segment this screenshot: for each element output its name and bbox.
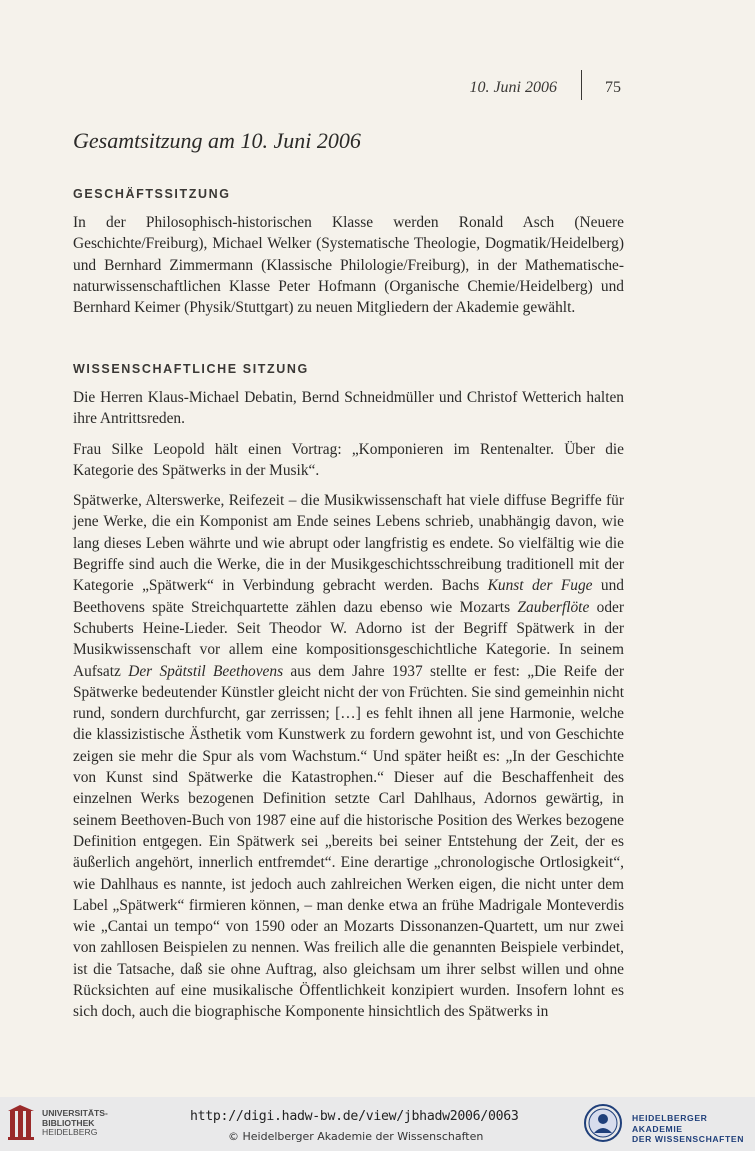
text-run: Spätwerke, Alterswerke, Reifezeit – die Musikwissenschaft hat viele diffuse Begriffe für jene Werke, die ein Komponist am Ende seines Lebens schrieb, unabhängig davon, wie lang dieses Leben währte und wie abrupt oder langfristig es endete. So vielfältig wie die Begriffe sind auch die Werke, die in der Musikgeschichtsschreibung traditionell mit der Kategorie „Spätwerk“ in Verbindung gebracht werden. Bachs xyxy=(73,492,624,595)
running-head-title: 10. Juni 2006 xyxy=(469,79,557,96)
academy-line: HEIDELBERGER AKADEMIE xyxy=(632,1113,708,1134)
text-run: oder Schuberts Heine-Lieder. Seit Theodor W. Adorno ist der Begriff Spätwerk in der Musikwissenschaft vor allem eine kompositionsgeschichtliche Kategorie. In seinem Aufsatz xyxy=(73,598,625,680)
paragraph: Die Herren Klaus-Michael Debatin, Bernd Schneidmüller und Christof Wetterich halten ihre Antrittsreden. xyxy=(73,389,624,428)
running-head xyxy=(0,78,755,100)
text-run: aus dem Jahre 1937 stellte er fest: „Die Reife der Spätwerke bedeutender Künstler gleicht nicht der von Früchten. Sie sind gemeinhin nicht rund, sondern durchfurcht, gar zerrissen; […] es fehlt ihnen all jene Harmonie, welche die klassizistische Ästhetik vom Kunstwerk zu fordern gewohnt ist, und von Geschichte zeigen sie mehr die Spur als vom Wachstum.“ Und später heißt es: „In der Geschichte von Kunst sind Spätwerke die Katastrophen.“ Dieser auf die Beschaffenheit des einzelnen Werks bezogenen Definition setzte Carl Dahlhaus, Adornos gewärtig, in seinem Beethoven-Buch von 1987 eine auf die historische Position des Werkes bezogene Definition entgegen. Ein Spätwerk sei „bereits bei seiner Entstehung der Zeit, der es äußerlich angehört, innerlich entfremdet“. Eine derartige „chronologische Ortlosigkeit“, wie Dahlhaus es nannte, ist jedoch auch zahlreichen Werken eigen, die nicht unter dem Label „Spätwerk“ firmieren können, – man denke etwa an frühe Madrigale Monteverdis wie „Cantai un tempo“ von 1590 oder an Mozarts Dissonanzen-Quartett, um nur zwei von zahllosen Beispielen zu nennen. Was freilich alle die genannten Beispiele verbindet, ist die Tatsache, daß sie ohne Auftrag, also gleichsam um ihrer selbst willen und ohne Rücksichten auf eine musikalische Öffentlichkeit konzipiert wurden. Insofern lohnt es sich doch, auch die biographische Komponente hinsichtlich des Spätwerks in xyxy=(73,662,624,1021)
text-run: und Beethovens späte Streichquartette zählen dazu ebenso wie Mozarts xyxy=(73,577,624,616)
uni-line: HEIDELBERG xyxy=(42,1127,98,1138)
academy-seal-icon[interactable] xyxy=(584,1103,622,1143)
work-title: Der Spätstil Beethovens xyxy=(128,662,284,680)
document-title: Gesamtsitzung am 10. Juni 2006 xyxy=(73,128,361,153)
uni-line: BIBLIOTHEK xyxy=(42,1117,95,1128)
paragraph: In der Philosophisch-historischen Klasse werden Ronald Asch (Neuere Geschichte/Freiburg), Michael Welker (Systematische Theologie, Dogmatik/Heidelberg) und Bernhard Zimmermann (Klassische Philologie/Freiburg), in der Mathematische-naturwissenschaftlichen Klasse Peter Hofmann (Organische Chemie/Heidelberg) und Bernhard Keimer (Physik/Stuttgart) zu neuen Mitgliedern der Akademie gewählt. xyxy=(73,214,624,317)
copyright-notice: © Heidelberger Akademie der Wissenschaften xyxy=(228,1130,484,1143)
permalink-url[interactable]: http://digi.hadw-bw.de/view/jbhadw2006/0063 xyxy=(190,1109,519,1124)
work-title: Zauberflöte xyxy=(517,598,590,616)
section-heading-geschaeftssitzung: GESCHÄFTSSITZUNG xyxy=(73,187,231,201)
academy-name[interactable] xyxy=(632,1113,755,1145)
running-head-separator xyxy=(581,70,582,100)
paragraph xyxy=(73,490,624,1022)
work-title: Kunst der Fuge xyxy=(487,577,593,595)
section-body-wissenschaftliche-sitzung xyxy=(73,387,624,1032)
uni-line: UNIVERSITÄTS- xyxy=(42,1108,108,1118)
page-number: 75 xyxy=(605,79,621,96)
university-library-name[interactable] xyxy=(42,1109,108,1138)
paragraph: Frau Silke Leopold hält einen Vortrag: „Komponieren im Rentenalter. Über die Kategorie des Spätwerks in der Musik“. xyxy=(73,440,624,479)
university-library-logo-icon[interactable] xyxy=(8,1105,38,1141)
academy-line: DER WISSENSCHAFTEN xyxy=(632,1134,745,1144)
section-heading-wissenschaftliche-sitzung: WISSENSCHAFTLICHE SITZUNG xyxy=(73,362,309,376)
viewer-footer xyxy=(0,1097,755,1151)
section-body-geschaeftssitzung xyxy=(73,212,624,327)
